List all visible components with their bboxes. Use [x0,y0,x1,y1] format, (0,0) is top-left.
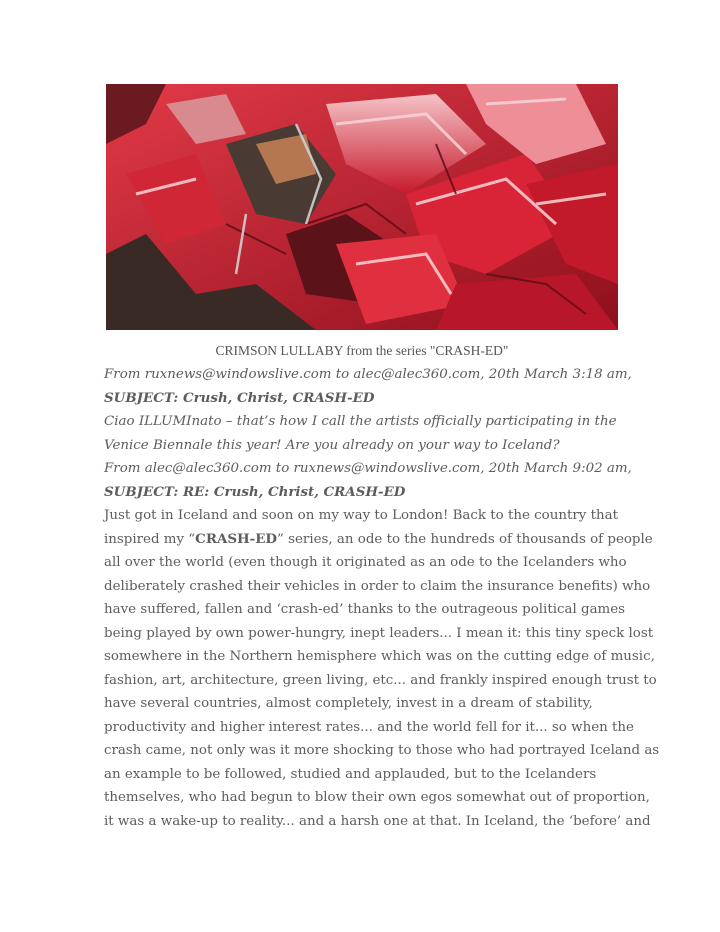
email2-body-line: an example to be followed, studied and applauded, but to the Icelanders [104,766,597,782]
email2-body-line: deliberately crashed their vehicles in order to claim the insurance benefits) who [104,578,651,594]
email2-body-line: Just got in Iceland and soon on my way to London! Back to the country that [104,508,618,523]
email2-body-line: somewhere in the Northern hemisphere which was on the cutting edge of music, [104,649,655,664]
email1-body-line: Ciao ILLUMInato – that’s how I call the artists officially participating in the [104,414,617,429]
photo-caption: CRIMSON LULLABY from the series "CRASH-ED" [215,343,509,358]
email2-body-line: fashion, art, architecture, green living, etc... and frankly inspired enough trust to [104,672,657,688]
email2-body-line: have suffered, fallen and ‘crash-ed’ thanks to the outrageous political games [104,602,626,617]
email2-body-line: inspired my “CRASH-ED” series, an ode to the hundreds of thousands of people [104,530,653,547]
email2-body-line: all over the world (even though it originated as an ode to the Icelanders who [104,555,627,570]
email2-body-line: crash came, not only was it more shocking to those who had portrayed Iceland as [104,743,660,758]
email1-from-line: From ruxnews@windowslive.com to alec@alec360.com, 20th March 3:18 am, [104,367,632,382]
series-name: CRASH-ED [195,530,278,547]
email2-body-line: productivity and higher interest rates... and the world fell for it... so when the [104,719,634,735]
email1-subject: SUBJECT: Crush, Christ, CRASH-ED [104,389,375,406]
email1-body-line: Venice Biennale this year! Are you already on your way to Iceland? [104,437,560,453]
email2-subject: SUBJECT: RE: Crush, Christ, CRASH-ED [104,483,406,500]
crushed-car-photo [106,84,618,330]
email2-body-line: it was a wake-up to reality... and a harsh one at that. In Iceland, the ‘before’ and [104,813,651,829]
email2-body-line: themselves, who had begun to blow their own egos somewhat out of proportion, [104,790,650,805]
email-correspondence [104,363,660,833]
email2-body-line: being played by own power-hungry, inept leaders... I mean it: this tiny speck lost [104,625,654,641]
email2-from-line: From alec@alec360.com to ruxnews@windowslive.com, 20th March 9:02 am, [104,461,632,476]
crushed-metal-illustration [106,84,618,330]
email2-body-line: have several countries, almost completely, invest in a dream of stability, [104,696,593,711]
